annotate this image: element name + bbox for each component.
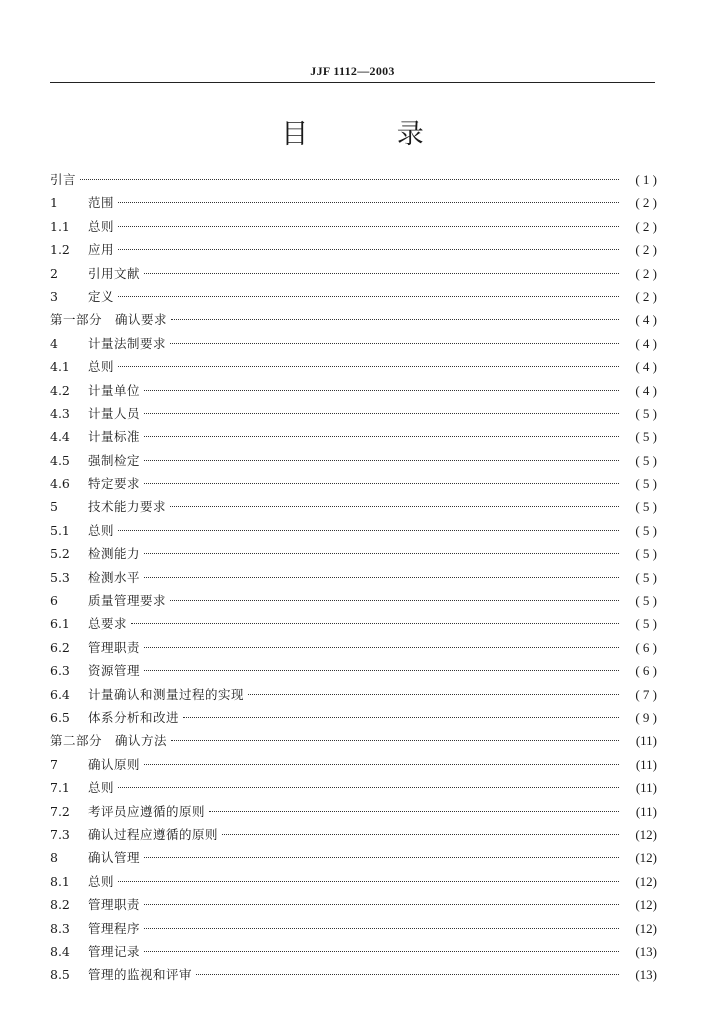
toc-entry[interactable] [50,753,657,776]
dot-leader [196,974,619,975]
toc-entry-number: 8.2 [50,897,70,913]
toc-entry-page: (12) [635,873,657,889]
dot-leader [144,390,619,391]
toc-entry-page: (12) [635,897,657,913]
toc-entry-number: 6.4 [50,686,70,702]
toc-entry-label: 确认原则 [88,756,141,772]
toc-entry-page: (11) [635,733,657,749]
toc-entry-label: 管理的监视和评审 [88,967,193,983]
toc-entry[interactable] [50,308,657,331]
toc-entry-label: 计量单位 [88,382,141,398]
toc-entry-number: 6.2 [50,639,70,655]
toc-entry-page: ( 5 ) [635,452,657,468]
toc-entry-label: 引言 [50,172,77,187]
dot-leader [144,670,619,671]
dot-leader [170,506,619,507]
toc-entry-number: 6.3 [50,663,70,679]
toc-entry-label: 资源管理 [88,663,141,679]
toc-entry-label: 检测水平 [88,569,141,585]
page-title: 目 录 [281,119,464,150]
toc-entry-page: ( 5 ) [635,616,657,632]
toc-entry-label: 检测能力 [88,546,141,562]
toc-entry-number: 7 [50,756,58,772]
toc-entry-page: ( 5 ) [635,429,657,445]
toc-entry[interactable] [50,542,657,565]
toc-entry-page: ( 2 ) [635,195,657,211]
dot-leader [171,740,619,741]
toc-entry-label: 强制检定 [88,452,141,468]
toc-entry[interactable] [50,215,657,238]
toc-entry[interactable] [50,800,657,823]
table-of-contents [50,168,657,987]
toc-entry[interactable] [50,893,657,916]
toc-entry-label: 引用文献 [88,265,141,281]
toc-entry-page: ( 9 ) [635,709,657,725]
toc-entry[interactable] [50,472,657,495]
toc-entry-label: 管理职责 [88,897,141,913]
toc-entry-number: 8.3 [50,920,70,936]
toc-entry[interactable] [50,191,657,214]
toc-entry-page: ( 1 ) [635,172,657,187]
toc-entry-number: 3 [50,288,58,304]
toc-entry-page: (12) [635,920,657,936]
dot-leader [144,647,619,648]
toc-entry-label: 第一部分 确认要求 [50,312,168,328]
toc-entry-page: ( 2 ) [635,265,657,281]
toc-entry-page: ( 5 ) [635,522,657,538]
toc-entry-number: 4.4 [50,429,70,445]
toc-entry[interactable] [50,566,657,589]
toc-entry-page: ( 5 ) [635,499,657,515]
toc-entry-number: 4.1 [50,359,70,375]
toc-entry[interactable] [50,706,657,729]
dot-leader [131,623,619,624]
dot-leader [118,366,619,367]
toc-entry-page: (11) [635,780,657,796]
toc-entry-number: 8.1 [50,873,70,889]
dot-leader [144,273,619,274]
dot-leader [118,881,619,882]
toc-entry-page: (12) [635,850,657,866]
toc-entry[interactable] [50,823,657,846]
header-rule [50,82,655,83]
toc-entry[interactable] [50,776,657,799]
toc-entry-label: 技术能力要求 [88,499,167,515]
dot-leader [118,530,619,531]
toc-entry-page: ( 5 ) [635,569,657,585]
dot-leader [222,834,619,835]
toc-entry-page: (13) [635,967,657,983]
toc-entry-number: 8.4 [50,943,70,959]
toc-entry[interactable] [50,963,657,986]
toc-entry[interactable] [50,495,657,518]
toc-entry-page: (13) [635,943,657,959]
toc-entry[interactable] [50,612,657,635]
toc-entry-number: 7.3 [50,826,70,842]
toc-entry-label: 范围 [88,195,115,211]
toc-entry-label: 总则 [88,780,115,796]
toc-entry-label: 管理程序 [88,920,141,936]
toc-entry-page: ( 6 ) [635,663,657,679]
dot-leader [183,717,619,718]
toc-entry-label: 应用 [88,242,115,258]
toc-entry-page: ( 6 ) [635,639,657,655]
toc-entry[interactable] [50,729,657,752]
toc-entry-number: 1 [50,195,58,211]
dot-leader [144,553,619,554]
toc-entry[interactable] [50,379,657,402]
toc-entry-label: 确认过程应遵循的原则 [88,826,219,842]
toc-entry-label: 计量标准 [88,429,141,445]
toc-entry[interactable] [50,846,657,869]
dot-leader [144,413,619,414]
dot-leader [248,694,619,695]
dot-leader [171,319,619,320]
toc-entry-label: 考评员应遵循的原则 [88,803,206,819]
toc-entry-label: 总则 [88,218,115,234]
toc-entry-number: 4.3 [50,405,70,421]
dot-leader [144,951,619,952]
toc-entry-number: 4.2 [50,382,70,398]
toc-entry-label: 定义 [88,288,115,304]
toc-entry-label: 质量管理要求 [88,593,167,609]
dot-leader [144,857,619,858]
toc-entry-number: 7.2 [50,803,70,819]
toc-entry-page: ( 5 ) [635,405,657,421]
toc-entry-page: ( 5 ) [635,593,657,609]
toc-entry-label: 计量人员 [88,405,141,421]
dot-leader [144,577,619,578]
toc-entry-page: ( 7 ) [635,686,657,702]
toc-entry-label: 总要求 [88,616,128,632]
toc-entry-number: 6.5 [50,709,70,725]
toc-entry-label: 体系分析和改进 [88,709,180,725]
toc-entry-number: 5.3 [50,569,70,585]
toc-entry-number: 5.2 [50,546,70,562]
toc-entry-label: 管理记录 [88,943,141,959]
toc-entry-label: 第二部分 确认方法 [50,733,168,749]
toc-entry-page: (12) [635,826,657,842]
dot-leader [144,904,619,905]
toc-entry-page: ( 4 ) [635,382,657,398]
toc-entry-number: 8.5 [50,967,70,983]
toc-entry-page: ( 2 ) [635,288,657,304]
document-code: JJF 1112—2003 [310,64,395,78]
dot-leader [118,202,619,203]
toc-entry-page: ( 4 ) [635,312,657,328]
dot-leader [118,787,619,788]
toc-entry-page: (11) [635,756,657,772]
toc-entry[interactable] [50,940,657,963]
dot-leader [118,249,619,250]
toc-entry-number: 7.1 [50,780,70,796]
toc-entry-page: (11) [635,803,657,819]
dot-leader [209,811,619,812]
toc-entry[interactable] [50,425,657,448]
toc-entry-label: 总则 [88,873,115,889]
toc-entry-page: ( 4 ) [635,335,657,351]
toc-entry[interactable] [50,449,657,472]
dot-leader [144,764,619,765]
dot-leader [170,343,619,344]
dot-leader [144,436,619,437]
toc-entry-number: 5.1 [50,522,70,538]
dot-leader [144,928,619,929]
toc-entry-number: 5 [50,499,58,515]
toc-entry[interactable] [50,285,657,308]
toc-entry-number: 2 [50,265,58,281]
dot-leader [80,179,619,180]
toc-entry-page: ( 2 ) [635,242,657,258]
dot-leader [144,460,619,461]
toc-entry-label: 确认管理 [88,850,141,866]
toc-entry[interactable] [50,168,657,191]
toc-entry-label: 管理职责 [88,639,141,655]
dot-leader [144,483,619,484]
toc-entry[interactable] [50,238,657,261]
toc-entry-page: ( 4 ) [635,359,657,375]
toc-entry-number: 6.1 [50,616,70,632]
toc-entry[interactable] [50,683,657,706]
toc-entry-number: 6 [50,593,58,609]
toc-entry[interactable] [50,917,657,940]
toc-entry[interactable] [50,870,657,893]
toc-entry[interactable] [50,402,657,425]
toc-entry[interactable] [50,589,657,612]
dot-leader [118,226,619,227]
toc-entry-number: 4 [50,335,58,351]
dot-leader [170,600,619,601]
toc-entry-number: 4.5 [50,452,70,468]
toc-entry-page: ( 2 ) [635,218,657,234]
toc-entry-label: 特定要求 [88,476,141,492]
toc-entry-label: 总则 [88,522,115,538]
toc-entry[interactable] [50,659,657,682]
toc-entry-number: 4.6 [50,476,70,492]
toc-entry-label: 计量法制要求 [88,335,167,351]
toc-entry[interactable] [50,262,657,285]
dot-leader [118,296,619,297]
toc-entry-label: 总则 [88,359,115,375]
toc-entry-number: 1.2 [50,242,70,258]
toc-entry[interactable] [50,355,657,378]
toc-entry-number: 8 [50,850,58,866]
toc-entry[interactable] [50,519,657,542]
toc-entry[interactable] [50,636,657,659]
toc-entry-page: ( 5 ) [635,476,657,492]
toc-entry-number: 1.1 [50,218,70,234]
toc-entry[interactable] [50,332,657,355]
toc-entry-label: 计量确认和测量过程的实现 [88,686,245,702]
toc-entry-page: ( 5 ) [635,546,657,562]
